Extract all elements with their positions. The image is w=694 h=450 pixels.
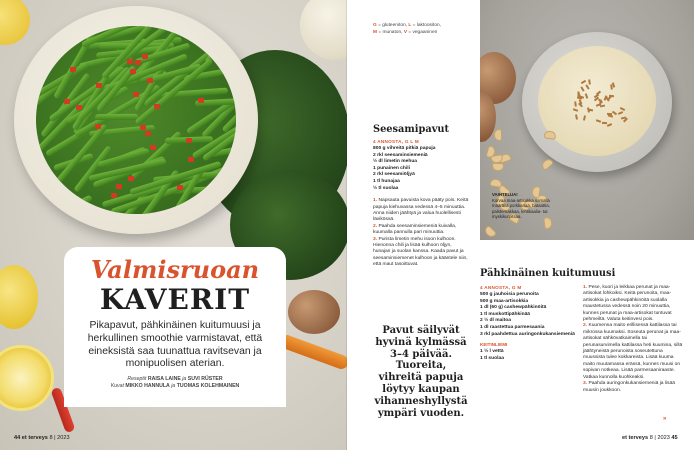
recipe-columns	[480, 281, 685, 394]
right-page	[347, 0, 694, 450]
photos-author-1: MIKKO HANNULA	[125, 383, 170, 390]
folio-right	[622, 435, 678, 441]
step-text: Kuumenna maito erillisessä kattilassa tai mikrossa kuumaksi. Soseuta perunat ja maa-artisokat sähkövatkaimella tai perunasurvimella kattilassa heti kuumina, sillä jäähtyneistä perunoista soseutettuna muussista tulee kokkareista. Lisää kuuma maito muutamassa erässä, kunnes muusi on sopivan notkeaa. Lisää parmesaaniraaste. Vatkaa kunnolla kuohkeaksi.	[583, 323, 683, 380]
green-bean	[95, 114, 138, 120]
ingredient-item: ½ tl suolaa	[373, 185, 399, 191]
legend-key-m: M	[373, 30, 377, 35]
photos-author-2: TUOMAS KOLEHMAINEN	[176, 383, 240, 390]
photos-label: Kuvat	[110, 383, 124, 390]
legend-key-g: G	[373, 23, 377, 28]
topping-crumb	[582, 115, 585, 120]
topping-crumb	[620, 107, 625, 111]
chili-piece	[127, 59, 133, 64]
ingredient-item: 500 g jauhoisia perunoita	[480, 292, 539, 297]
cashew-nut	[492, 162, 504, 170]
chili-piece	[116, 184, 122, 189]
credits	[74, 376, 276, 390]
chili-piece	[145, 131, 151, 136]
method-step	[583, 285, 685, 323]
step-number: 2.	[373, 223, 378, 229]
topping-crumb	[574, 101, 577, 106]
topping-crumb	[606, 123, 611, 127]
ingredient-item: 1 tl hunajaa	[373, 178, 400, 184]
magazine-name-left: et terveys	[21, 435, 48, 441]
chili-piece	[76, 105, 82, 110]
chili-piece	[154, 104, 160, 109]
recipe-servings: 4 ANNOSTA, G L M	[373, 139, 420, 144]
recipe-column-ingredients	[480, 281, 575, 394]
ingredient-item: 1 dl (60 g) cashewpähkinöitä	[480, 305, 547, 311]
ingredient-item: 500 g maa-artisokkia	[480, 298, 529, 304]
chili-piece	[177, 185, 183, 190]
cashew-nut	[489, 178, 502, 188]
method-steps	[583, 285, 685, 394]
recipe-sesame-beans	[373, 124, 469, 269]
ingredient-list	[480, 292, 575, 338]
broth-list	[480, 349, 575, 362]
chili-piece	[142, 54, 148, 59]
legend-text-v: = vegaaninen	[407, 30, 438, 35]
pull-quote: Pavut säilyvät hyvinä kylmässä 3–4 päivää. Tuoreita, vihreitä papuja löytyy kaupan vihanneshyllystä ympäri vuoden.	[374, 325, 468, 419]
lemon-slice-image	[0, 345, 54, 411]
topping-crumb	[586, 85, 590, 90]
green-bean	[36, 26, 67, 67]
cashew-nut	[494, 129, 502, 141]
topping-crumb	[612, 82, 615, 87]
cashew-nut	[483, 225, 497, 239]
chili-piece	[140, 125, 146, 130]
folio-left	[14, 435, 70, 441]
topping-crumb	[573, 108, 578, 111]
cauliflower-image	[300, 0, 347, 60]
title-card	[64, 247, 286, 407]
step-number: 3.	[373, 236, 378, 242]
legend-text-g: = gluteeniton,	[376, 23, 409, 28]
method-steps	[373, 198, 469, 268]
topping-crumb	[608, 115, 613, 118]
caption-text: Korvaa maa-artisokka samalla määrällä porkkanaa, bataattia, palsternakkaa, lehtikaalia- tai myskikurpitsaa.	[492, 197, 550, 220]
page-number-right: 45	[671, 435, 678, 441]
ingredient-item: 2 rkl seesaminsiemeniä	[373, 152, 428, 158]
lead-paragraph: Pikapavut, pähkinäinen kuitumuusi ja herkullinen smoothie varmistavat, että eineksistä saa tuunattua ravitsevan ja monipuolisen aterian.	[87, 320, 263, 370]
ingredient-item: 1 tl suolaa	[480, 355, 504, 361]
step-text: Paahda seesaminsiemeniä kuivalla, kuumalla pannulla pari minuuttia.	[373, 223, 457, 236]
step-text: Napsauta pavuista kova pääty pois. Keitä papuja kiehuvassa vedessä 4–5 minuuttia. Anna niiden jäähtyä ja valua huolellisesti lävikössä.	[373, 198, 469, 223]
step-text: Purista limetin mehu isoon kulhoon. Hienonna chili ja lisää kulhoon öljyn, hunajan ja suolan kanssa. Kaada pavut ja seesaminsiemenet kulhoon ja kääntele niin, että maut tasoittuvat.	[373, 236, 468, 268]
chili-piece	[64, 99, 70, 104]
ingredient-item: 800 g vihreitä pitkiä papuja	[373, 146, 436, 151]
recipe-title: Seesamipavut	[373, 124, 450, 135]
step-number: 1.	[373, 198, 378, 204]
caption-label: VAIHTELUA!	[492, 192, 518, 197]
topping-crumb	[588, 79, 591, 84]
step-number: 3.	[583, 381, 588, 387]
method-step	[373, 237, 469, 269]
topping-crumb	[585, 93, 589, 98]
chili-piece	[95, 124, 101, 129]
chili-piece	[150, 145, 156, 150]
mash-bowl	[522, 32, 672, 172]
topping-crumb	[575, 115, 578, 120]
magazine-name-right: et terveys	[622, 435, 649, 441]
method-step	[373, 198, 469, 224]
cashew-nut	[540, 157, 554, 171]
green-beans-image	[36, 26, 236, 214]
chili-piece	[186, 138, 192, 143]
chili-piece	[128, 176, 134, 181]
green-bean-bowl-image	[14, 6, 258, 234]
method-step	[583, 381, 685, 394]
chili-piece	[133, 92, 139, 97]
page-number-left: 44	[14, 435, 21, 441]
broth-subhead: KEITINLIEMI	[480, 342, 508, 348]
recipe-title: Pähkinäinen kuitumuusi	[480, 268, 616, 279]
step-text: Pese, kuori ja leikkaa perunat ja maa-artisokat lohkoiksi. Keitä perunoita, maa-artisokkia ja cashewpähkinöitä suolalla maustetussa vedessä noin 20 minuuttia, kunnes perunat ja maa-artisokat tuntuvat pehmeiltä. Valuta keitinvesi pois.	[583, 285, 672, 323]
step-number: 1.	[583, 285, 588, 290]
recipes-and: ja	[182, 376, 187, 383]
diet-legend	[373, 22, 483, 36]
chili-piece	[198, 98, 204, 103]
method-step	[583, 323, 685, 381]
chili-piece	[111, 193, 117, 198]
chili-piece	[147, 78, 153, 83]
step-number: 2.	[583, 323, 588, 329]
legend-text-l: = laktoositon,	[411, 23, 442, 28]
ingredient-item: 3 rkl paahdettua auringonkukansiemeniä	[480, 331, 575, 337]
legend-key-l: L	[408, 23, 412, 28]
legend-text-m: = munaton,	[377, 30, 404, 35]
article-continues-mark: »	[663, 416, 667, 422]
chili-piece	[188, 157, 194, 162]
ingredient-item: 1 tl muskottipähkinää	[480, 311, 531, 317]
chili-piece	[96, 83, 102, 88]
photo-caption	[492, 192, 554, 220]
issue-right: 8 | 2023	[649, 435, 670, 441]
topping-crumb	[601, 122, 606, 124]
photos-and: ja	[171, 383, 176, 390]
potato-image	[288, 290, 340, 334]
mash-puree	[538, 46, 656, 156]
topping-crumb	[618, 111, 623, 115]
chili-piece	[135, 60, 141, 65]
recipes-author-2: SUVI RÜSTER	[187, 376, 223, 383]
title-script: Valmisruoan	[90, 255, 260, 284]
issue-left: 8 | 2023	[49, 435, 70, 441]
ingredient-item: 2 rkl seesamiöljyä	[373, 172, 415, 178]
carrot-image	[278, 333, 347, 371]
method-step	[373, 224, 469, 237]
step-text: Paahda auringonkukansiemeniä ja lisää muusin joukkoon.	[583, 381, 675, 393]
topping-crumb	[596, 119, 601, 123]
legend-key-v: V	[403, 30, 408, 35]
ingredient-item: 1 punainen chili	[373, 165, 410, 171]
recipe-nutty-mash	[480, 268, 685, 394]
ingredient-item: 1 ½ l vettä	[480, 349, 504, 355]
lemon-image	[0, 265, 38, 329]
recipes-author-1: RAISA LAINE	[147, 376, 181, 383]
recipe-servings: 4 ANNOSTA, G M	[480, 285, 522, 290]
ingredient-item: 1 dl raastettua parmesaania	[480, 324, 545, 330]
topping-crumb	[581, 86, 585, 91]
page-title: KAVERIT	[99, 283, 251, 316]
chili-piece	[130, 69, 136, 74]
ingredient-item: 2 ½ dl maitoa	[480, 318, 511, 324]
ingredient-item: ½ dl limetin mehua	[373, 159, 418, 165]
chili-piece	[70, 67, 76, 72]
lemon-image	[0, 0, 30, 45]
ingredient-list	[373, 146, 469, 192]
recipes-label: Reseptit	[127, 376, 147, 383]
